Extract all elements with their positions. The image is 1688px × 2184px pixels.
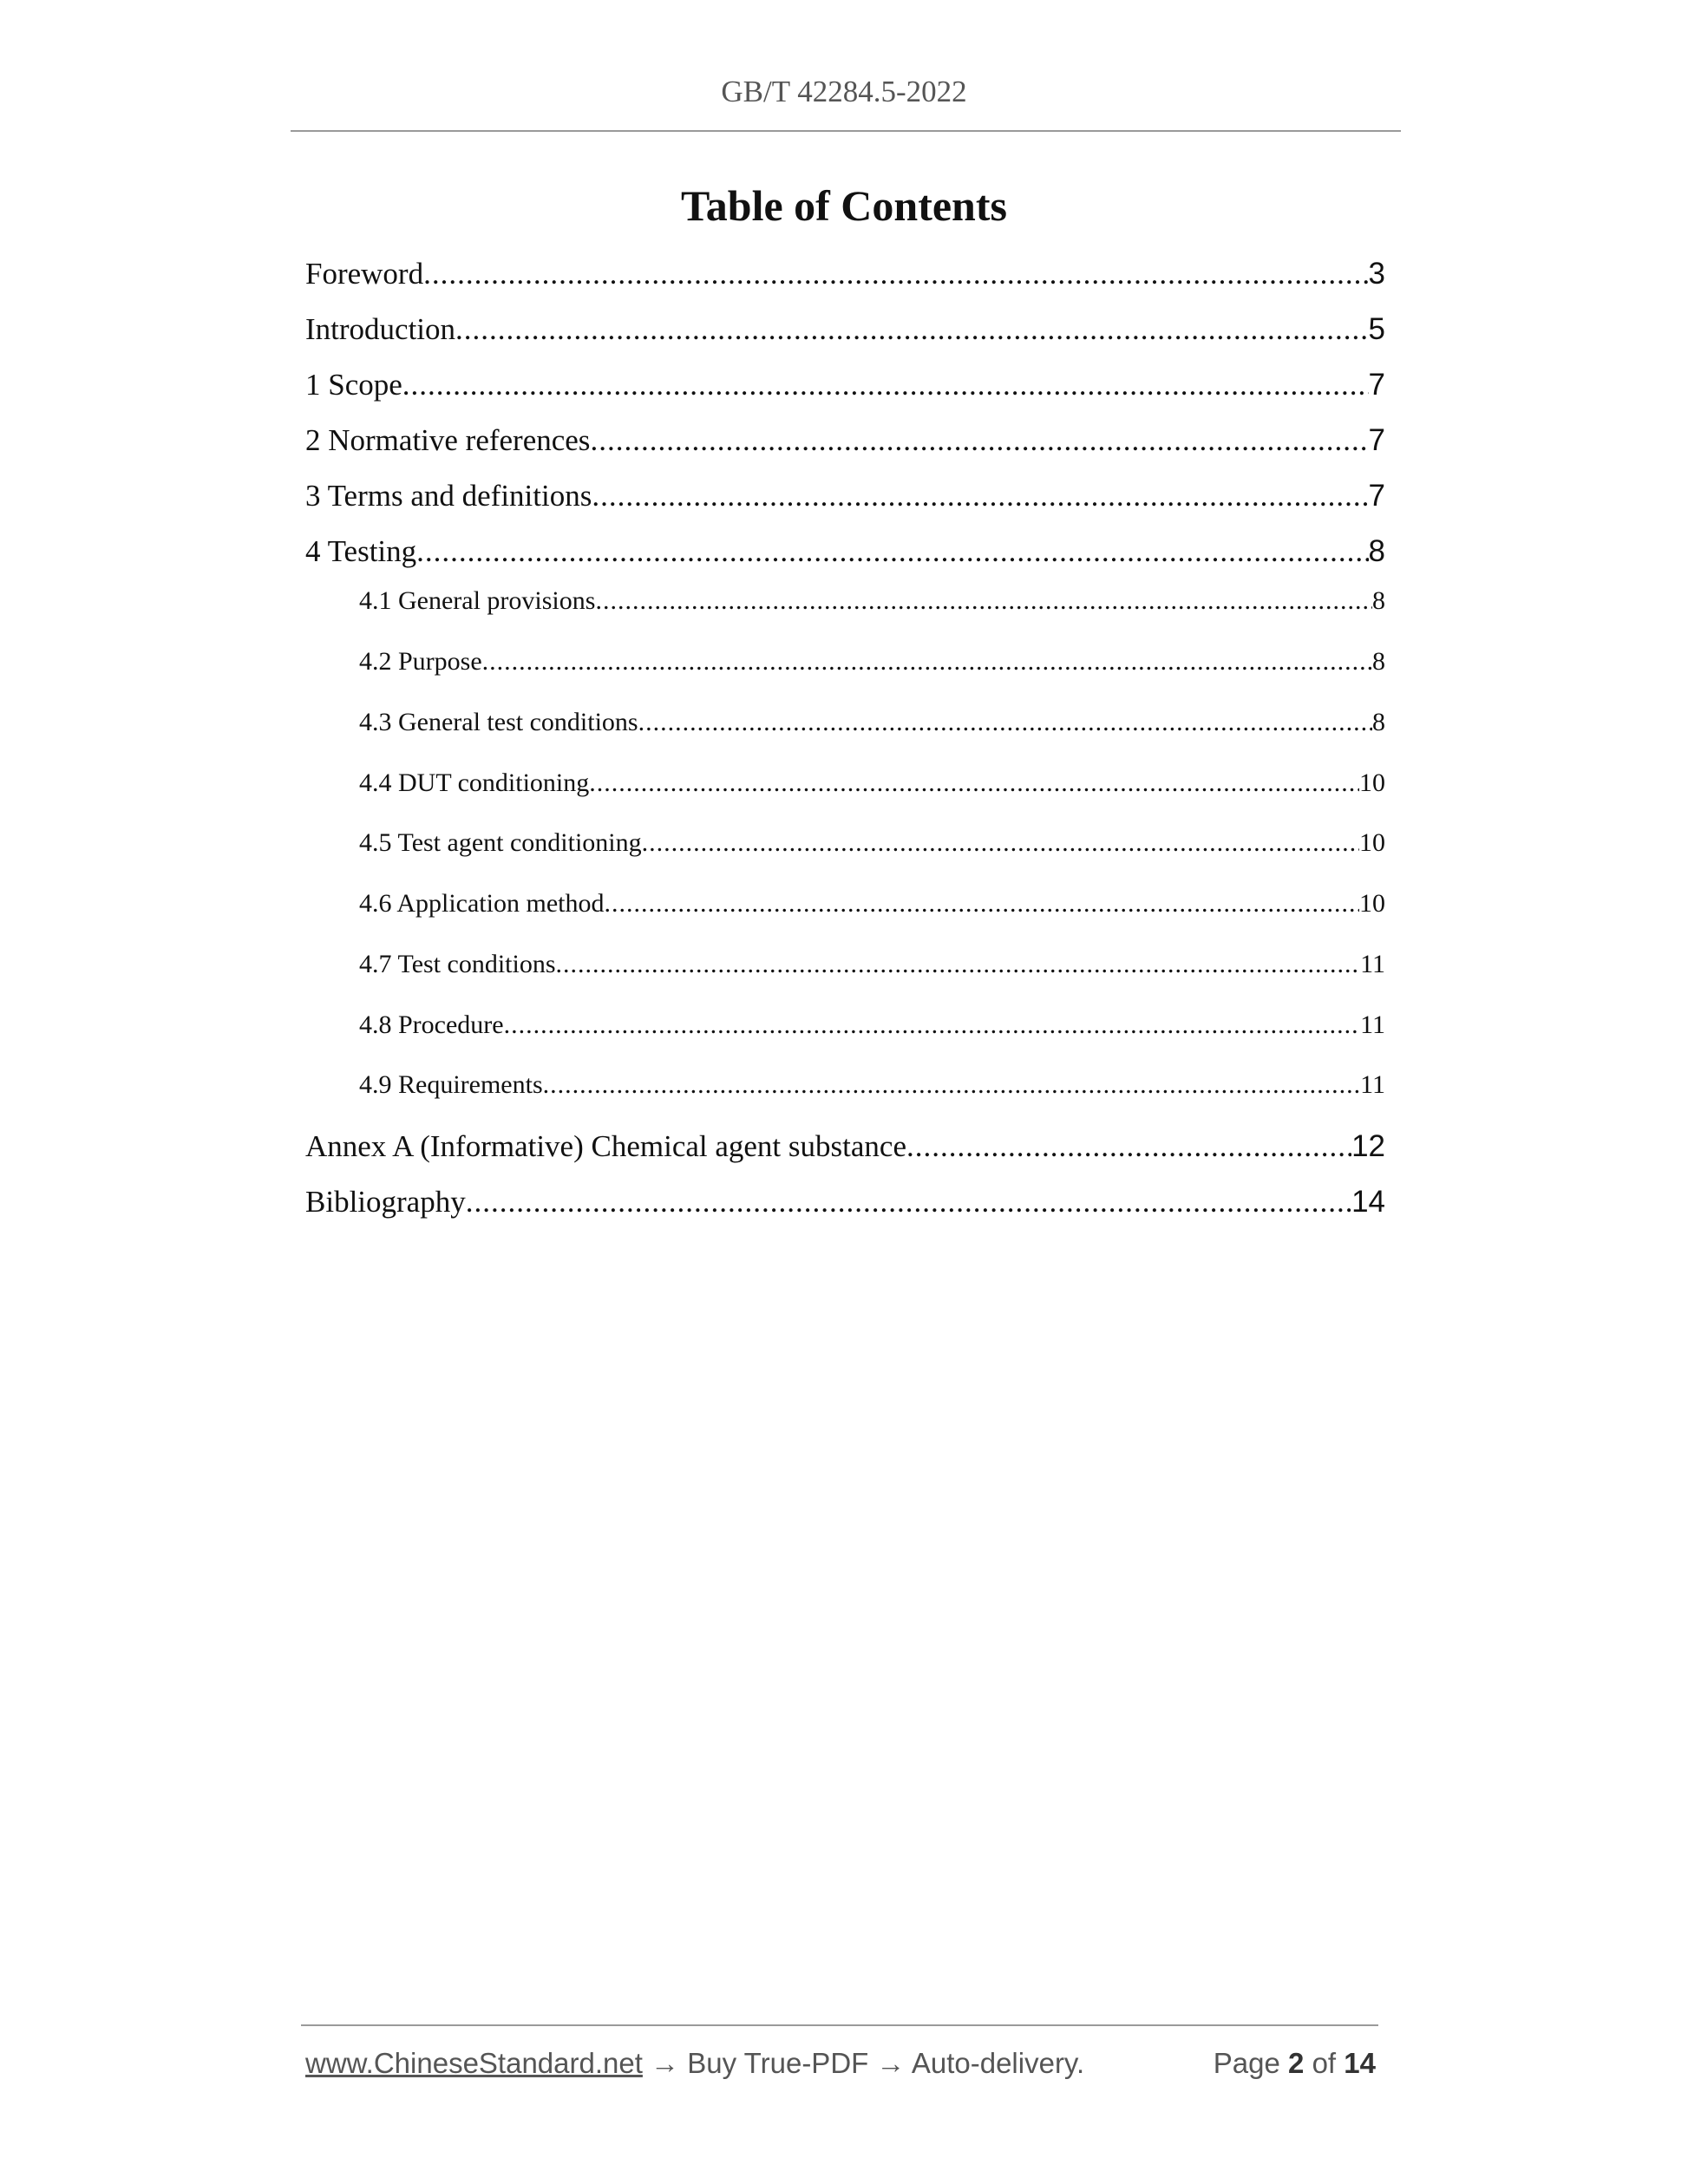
dot-leader [906, 1129, 1351, 1164]
toc-subentry[interactable] [359, 768, 1385, 803]
page-word: Page [1213, 2047, 1280, 2079]
dot-leader [638, 708, 1372, 737]
dot-leader [455, 312, 1369, 347]
toc-entry[interactable] [305, 534, 1385, 576]
toc-subentry[interactable] [359, 586, 1385, 621]
toc-subentry[interactable] [359, 950, 1385, 984]
toc-entry[interactable] [305, 1185, 1385, 1226]
toc-entry[interactable] [305, 1129, 1385, 1171]
toc-subentry[interactable] [359, 1010, 1385, 1045]
toc-entry-label: 4.3 General test conditions [359, 708, 638, 736]
toc-entry-label: Introduction [305, 312, 456, 346]
toc-page-number: 11 [1360, 1010, 1385, 1039]
current-page-number: 2 [1288, 2047, 1305, 2079]
toc-page-number: 8 [1372, 586, 1385, 615]
dot-leader [482, 647, 1372, 677]
arrow-icon: → [876, 2047, 906, 2079]
buy-pdf-link[interactable]: Buy True-PDF [687, 2047, 869, 2079]
toc-entry-label: Annex A (Informative) Chemical agent substance [305, 1129, 906, 1163]
dot-leader [642, 828, 1359, 858]
dot-leader [589, 768, 1359, 798]
toc-page-number: 10 [1359, 889, 1385, 918]
dot-leader [466, 1185, 1351, 1220]
footer-divider [301, 2024, 1378, 2026]
toc-entry-label: 4.5 Test agent conditioning [359, 828, 642, 857]
toc-entry-label: 2 Normative references [305, 423, 591, 457]
toc-entry[interactable] [305, 312, 1385, 354]
toc-subentry[interactable] [359, 889, 1385, 924]
dot-leader [543, 1070, 1360, 1100]
toc-entry-label: 4.6 Application method [359, 889, 605, 918]
toc-entry-label: Bibliography [305, 1185, 466, 1219]
of-word: of [1312, 2047, 1337, 2079]
dot-leader [416, 534, 1368, 569]
toc-page-number: 10 [1359, 828, 1385, 857]
toc-page-number: 8 [1372, 647, 1385, 676]
toc-entry[interactable] [305, 423, 1385, 465]
dot-leader [590, 423, 1368, 458]
toc-entry[interactable] [305, 368, 1385, 409]
toc-page-number: 7 [1368, 368, 1385, 402]
toc-entry-label: 4.4 DUT conditioning [359, 768, 590, 797]
toc-entry-label: 4.2 Purpose [359, 647, 482, 676]
toc-page-number: 7 [1368, 479, 1385, 513]
toc-page-number: 14 [1351, 1185, 1385, 1219]
toc-entry[interactable] [305, 479, 1385, 520]
toc-page-number: 12 [1351, 1129, 1385, 1163]
arrow-icon: → [651, 2047, 680, 2079]
toc-page-number: 11 [1360, 950, 1385, 978]
dot-leader [402, 368, 1369, 402]
toc-page-number: 7 [1368, 423, 1385, 457]
dot-leader [423, 257, 1368, 291]
toc-entry[interactable] [305, 257, 1385, 298]
toc-page-number: 10 [1359, 768, 1385, 797]
page-title: Table of Contents [681, 181, 1007, 230]
dot-leader [504, 1010, 1360, 1040]
dot-leader [592, 479, 1368, 513]
toc-entry-label: 4.7 Test conditions [359, 950, 556, 978]
toc-entry-label: 4.9 Requirements [359, 1070, 543, 1099]
site-link[interactable]: www.ChineseStandard.net [305, 2047, 643, 2079]
toc-page-number: 5 [1368, 312, 1385, 346]
toc-entry-label: 1 Scope [305, 368, 402, 402]
dot-leader [556, 950, 1361, 979]
toc-page-number: 8 [1368, 534, 1385, 568]
page-indicator [1214, 2047, 1376, 2080]
toc-entry-label: 4.1 General provisions [359, 586, 596, 615]
page-footer [305, 2047, 1381, 2085]
toc-entry-label: 4 Testing [305, 534, 417, 568]
toc-subentry[interactable] [359, 828, 1385, 863]
header-divider [291, 130, 1401, 132]
toc-page-number: 3 [1368, 257, 1385, 291]
toc-page-number: 11 [1360, 1070, 1385, 1099]
document-id-header: GB/T 42284.5-2022 [721, 75, 967, 108]
toc-subentry[interactable] [359, 708, 1385, 742]
toc-entry-label: 3 Terms and definitions [305, 479, 592, 513]
dot-leader [604, 889, 1359, 919]
toc-subentry[interactable] [359, 1070, 1385, 1105]
toc-page-number: 8 [1372, 708, 1385, 736]
toc-subentry[interactable] [359, 647, 1385, 682]
total-page-count: 14 [1344, 2047, 1376, 2079]
delivery-text: Auto-delivery. [911, 2047, 1085, 2079]
dot-leader [595, 586, 1372, 616]
toc-entry-label: Foreword [305, 257, 424, 291]
toc-entry-label: 4.8 Procedure [359, 1010, 504, 1039]
